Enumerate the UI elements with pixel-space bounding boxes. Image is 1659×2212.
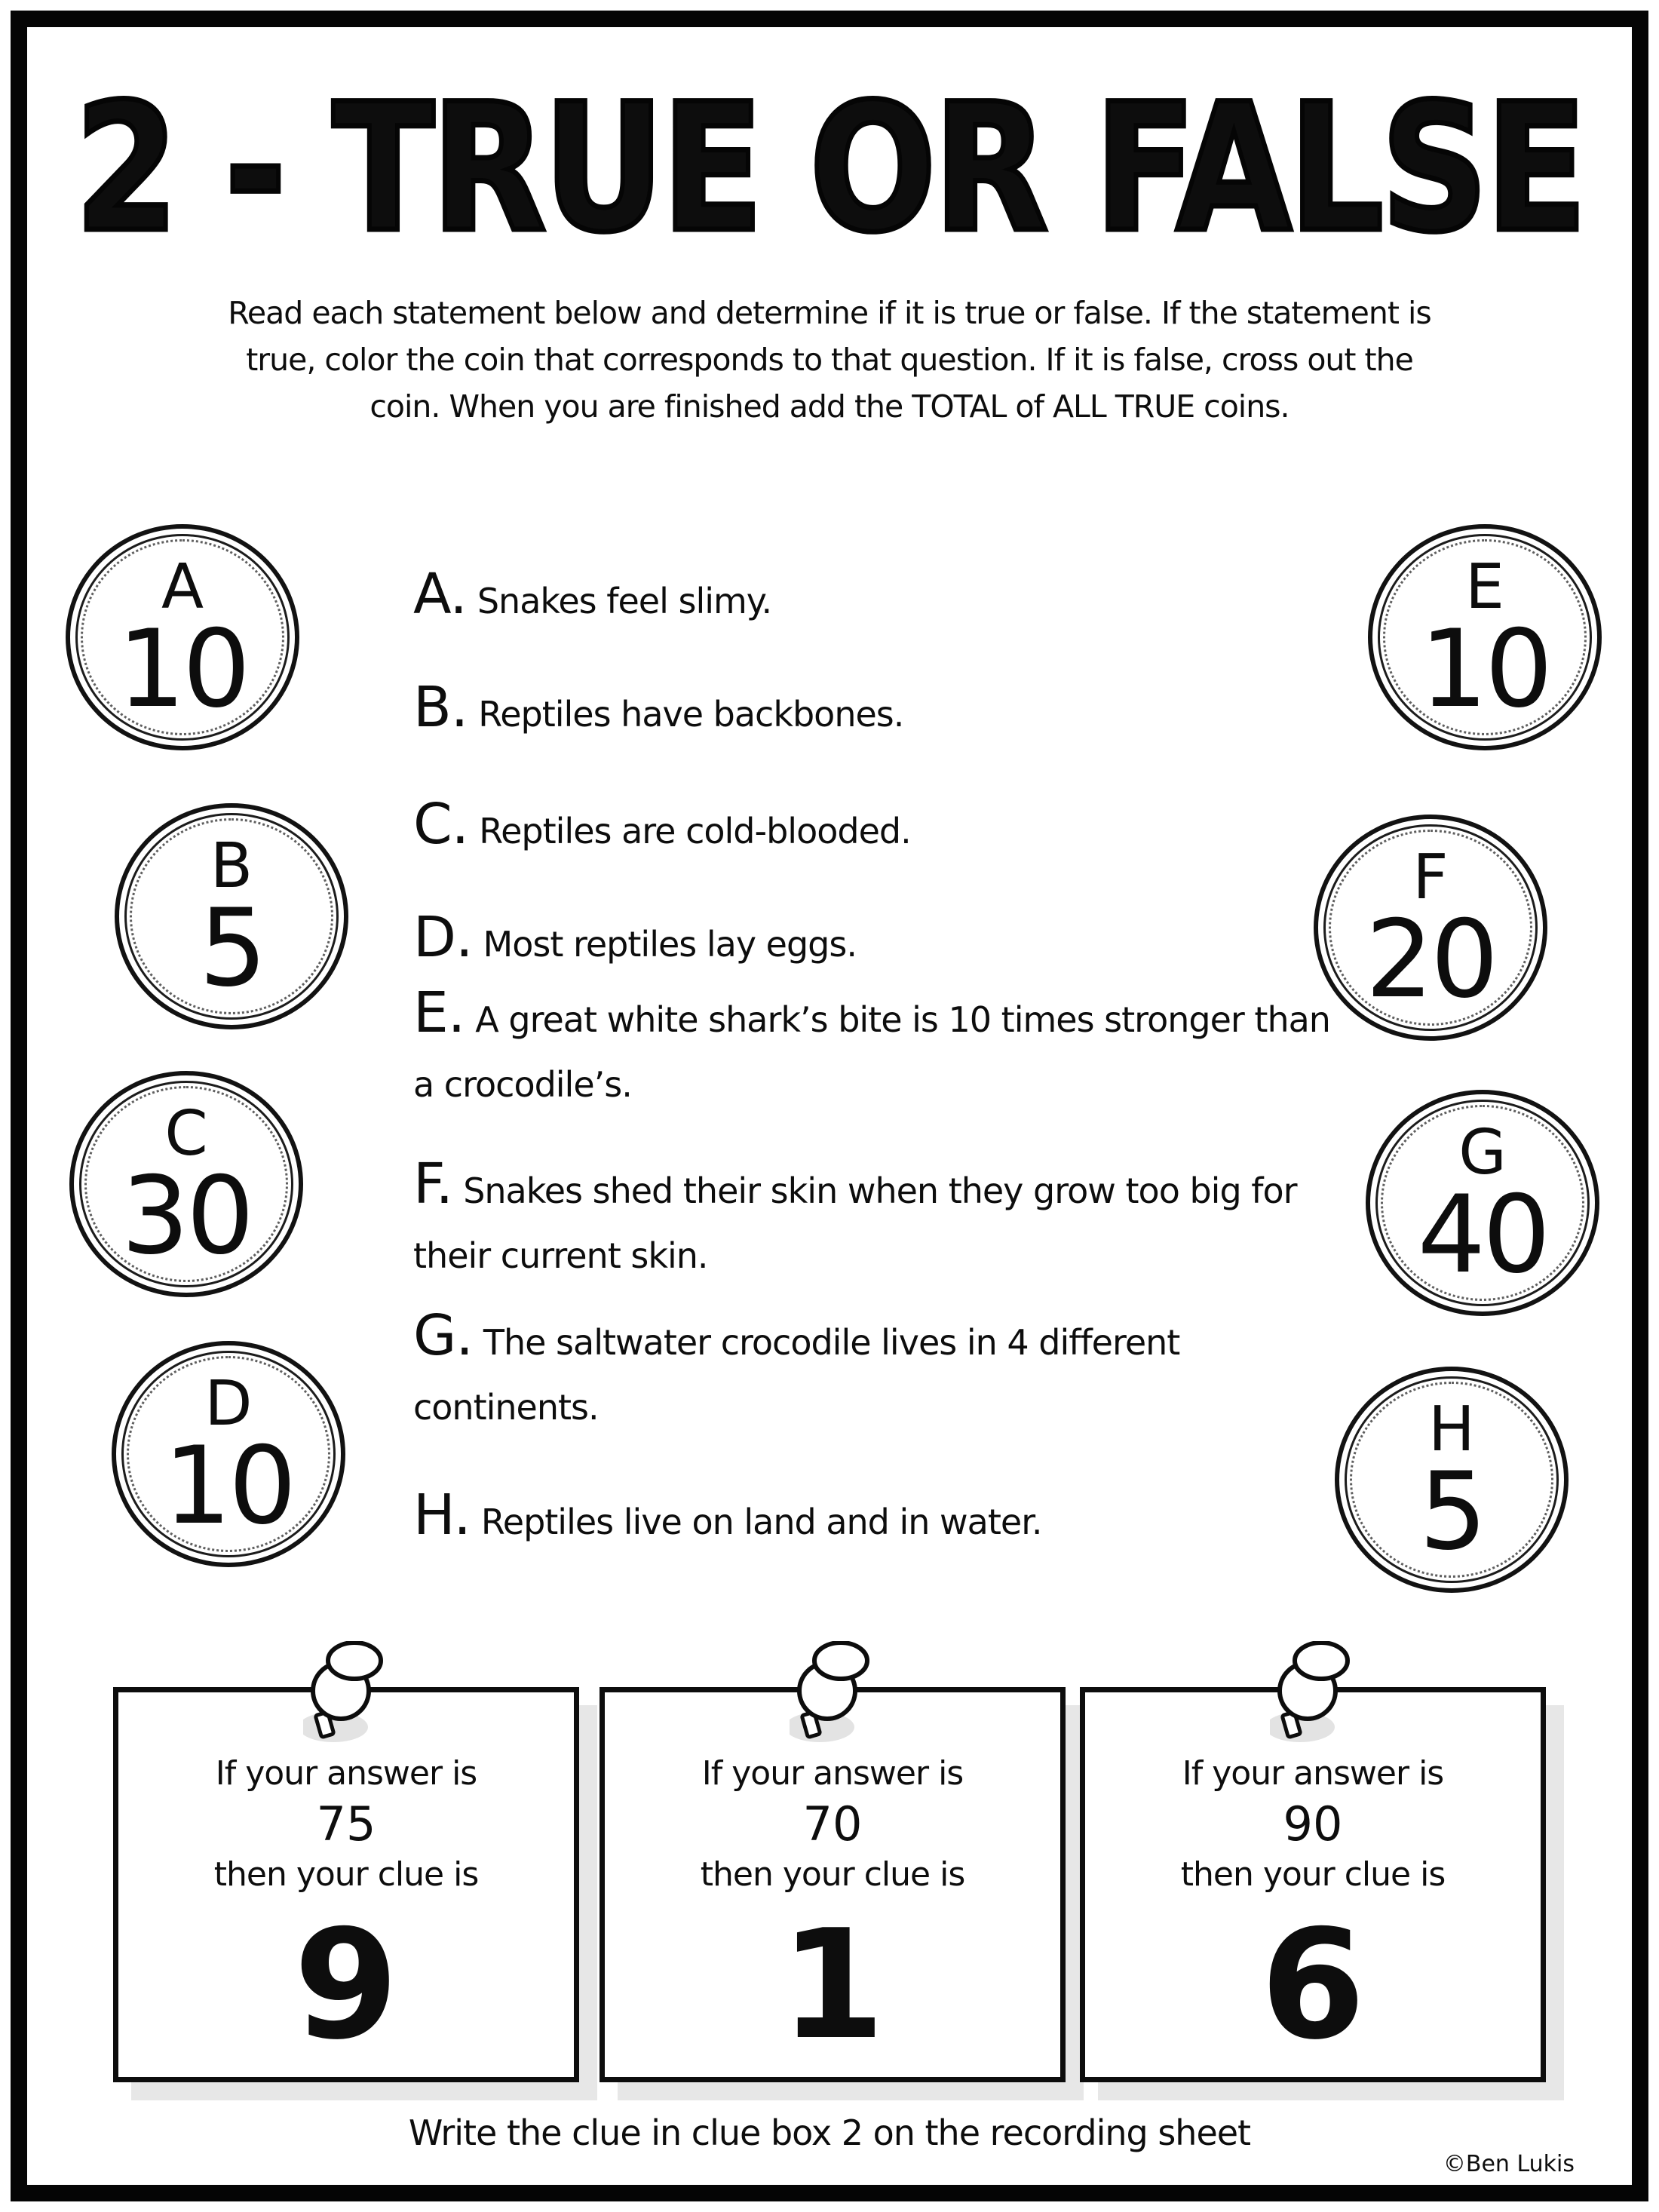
coin-b <box>115 803 348 1029</box>
note-answer: 70 <box>802 1796 863 1852</box>
statement-a <box>413 562 1345 634</box>
statement-f <box>413 1152 1345 1288</box>
bottom-caption: Write the clue in clue box 2 on the recording sheet <box>408 2112 1251 2153</box>
coin-value: 40 <box>1417 1173 1548 1297</box>
instructions-line-2: true, color the coin that corresponds to that question. If it is false, cross out the <box>246 342 1413 378</box>
coin-letter: A <box>161 551 204 623</box>
coin-value: 30 <box>121 1154 252 1278</box>
note-result: then your clue is <box>213 1855 479 1894</box>
statement-text: A great white shark’s bite is 10 times stronger than a crocodile’s. <box>413 999 1330 1105</box>
coin-d <box>112 1341 345 1567</box>
statement-text: Snakes feel slimy. <box>477 581 772 621</box>
coin-letter: B <box>210 830 253 902</box>
coin-letter: C <box>164 1098 208 1170</box>
note-condition: If your answer is <box>215 1754 477 1793</box>
statement-text: Reptiles have backbones. <box>478 694 904 735</box>
coin-value: 20 <box>1365 897 1496 1022</box>
statement-letter: G. <box>413 1303 473 1368</box>
note-result: then your clue is <box>700 1855 965 1894</box>
coin-letter: D <box>204 1368 253 1440</box>
instructions-line-3: coin. When you are finished add the TOTAL of ALL TRUE coins. <box>370 388 1289 425</box>
note-result: then your clue is <box>1180 1855 1446 1894</box>
statement-letter: C. <box>413 792 469 857</box>
note-condition: If your answer is <box>701 1754 964 1793</box>
clue-note-1 <box>113 1687 579 2082</box>
coin-letter: H <box>1428 1394 1475 1465</box>
statement-d <box>413 905 1345 977</box>
pushpin-icon <box>790 1641 875 1744</box>
credit: ©Ben Lukis <box>1443 2151 1575 2177</box>
coin-e <box>1368 524 1602 750</box>
instructions <box>0 290 1659 430</box>
clue-note-2 <box>600 1687 1066 2082</box>
note-clue-digit: 1 <box>780 1898 885 2073</box>
pushpin-icon <box>1270 1641 1356 1744</box>
statement-text: Snakes shed their skin when they grow too big for their current skin. <box>413 1170 1297 1276</box>
coin-value: 10 <box>1419 607 1550 732</box>
instructions-line-1: Read each statement below and determine if it is true or false. If the statement is <box>228 295 1431 331</box>
coin-c <box>69 1071 303 1297</box>
statement-letter: B. <box>413 675 468 740</box>
note-clue-digit: 9 <box>293 1898 399 2073</box>
pushpin-icon <box>303 1641 389 1744</box>
coin-value: 5 <box>1418 1450 1485 1574</box>
statement-text: Reptiles are cold-blooded. <box>479 811 911 851</box>
statement-letter: E. <box>413 980 465 1045</box>
coin-value: 10 <box>163 1424 294 1548</box>
note-answer: 75 <box>316 1796 376 1852</box>
clue-note-3 <box>1080 1687 1546 2082</box>
statement-b <box>413 675 1345 747</box>
coin-h <box>1335 1367 1569 1593</box>
statement-text: Most reptiles lay eggs. <box>483 924 857 965</box>
note-clue-digit: 6 <box>1260 1898 1366 2073</box>
page-title: 2 - TRUE OR FALSE <box>75 65 1584 272</box>
note-answer: 90 <box>1283 1796 1343 1852</box>
coin-letter: E <box>1465 551 1504 623</box>
statement-letter: A. <box>413 562 467 627</box>
coin-value: 10 <box>117 607 248 732</box>
coin-g <box>1366 1090 1599 1316</box>
coin-a <box>66 524 299 750</box>
statement-e <box>413 980 1345 1117</box>
statement-text: Reptiles live on land and in water. <box>480 1502 1042 1542</box>
coin-f <box>1314 815 1547 1041</box>
statement-letter: D. <box>413 905 473 970</box>
note-condition: If your answer is <box>1182 1754 1444 1793</box>
statement-g <box>413 1303 1345 1440</box>
statement-letter: H. <box>413 1483 471 1548</box>
statement-h <box>413 1483 1345 1554</box>
statement-c <box>413 792 1345 864</box>
coin-value: 5 <box>198 886 265 1011</box>
statement-letter: F. <box>413 1152 453 1216</box>
coin-letter: G <box>1458 1117 1507 1189</box>
coin-letter: F <box>1412 842 1449 913</box>
statement-text: The saltwater crocodile lives in 4 different continents. <box>413 1322 1180 1428</box>
